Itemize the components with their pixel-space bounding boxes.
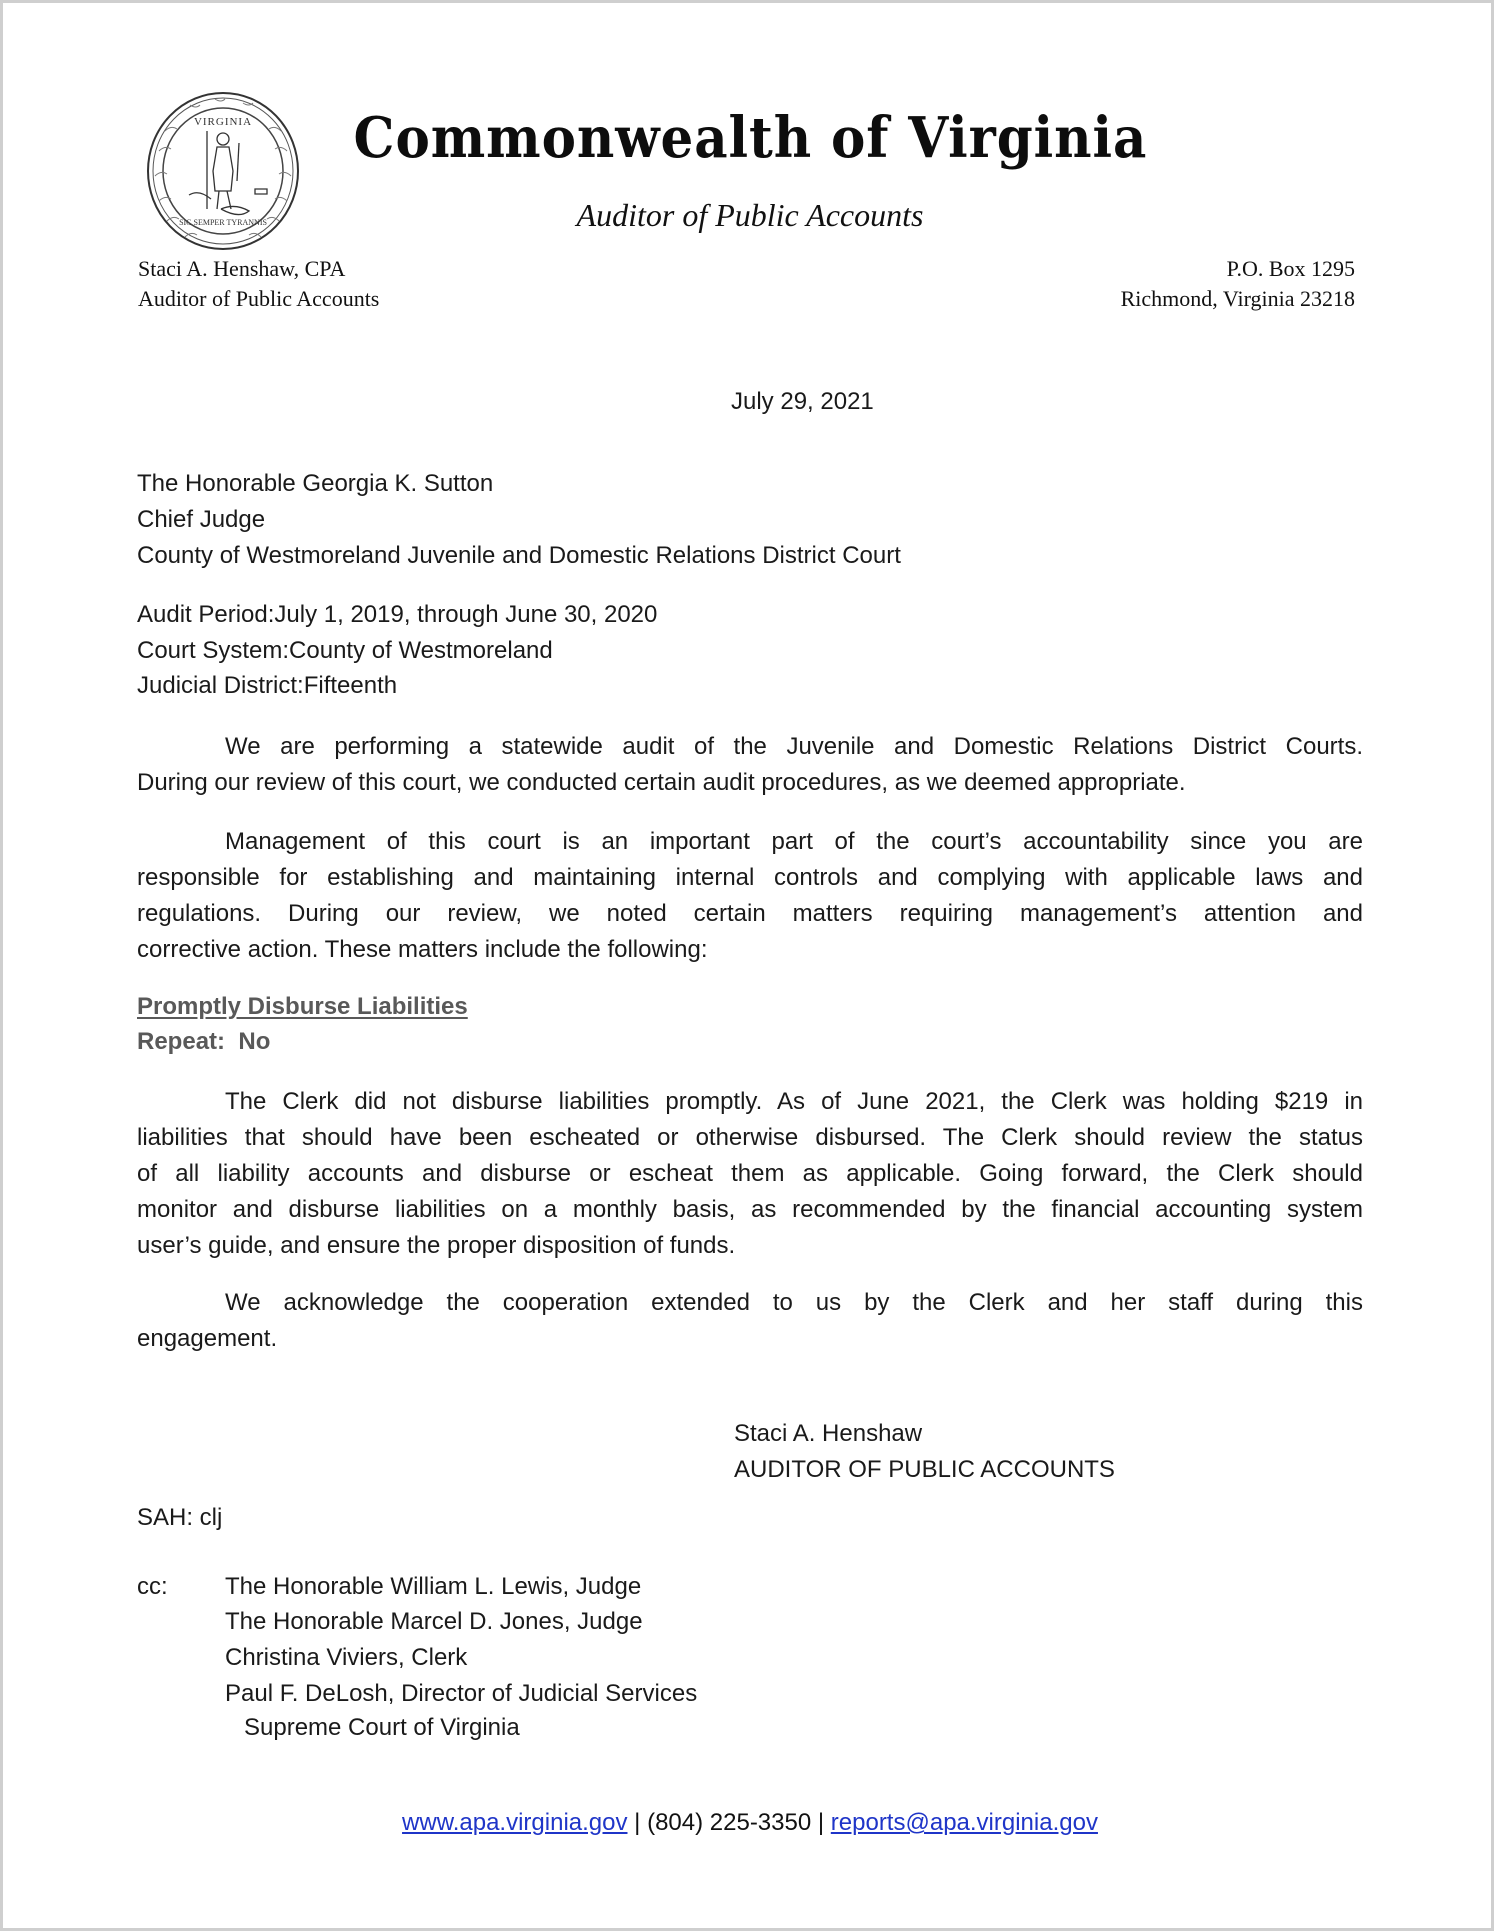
judicial-district-value: Fifteenth [303,672,398,699]
phone-number: (804) 225-3350 [647,1809,812,1836]
letterhead-left [138,254,379,314]
address-line-2: Richmond, Virginia 23218 [1120,286,1355,311]
text-line: engagement. [137,1325,278,1352]
address-line-1: P.O. Box 1295 [1226,256,1355,281]
footer-separator: | [817,1809,825,1836]
audit-period [137,597,657,633]
signature-name: Staci A. Henshaw [734,1420,923,1447]
finding-heading [137,989,468,1025]
text-line: We acknowledge the cooperation extended to us by the Clerk and her staff during this [225,1289,1363,1316]
text-line: of all liability accounts and disburse or escheat them as applicable. Going forward, the Clerk should [137,1160,1363,1187]
auditor-role: Auditor of Public Accounts [138,286,380,311]
cc-recipient: Paul F. DeLosh, Director of Judicial Services [225,1680,698,1707]
text-line: Management of this court is an important part of the court’s accountability since you are [225,828,1363,855]
text-line: user’s guide, and ensure the proper disposition of funds. [137,1232,736,1259]
addressee-name: The Honorable Georgia K. Sutton [137,470,494,497]
text-line: regulations. During our review, we noted certain matters requiring management’s attention and [137,900,1363,927]
footer-contact [3,1809,1494,1837]
text-line: responsible for establishing and maintaining internal controls and complying with applicable laws and [137,864,1363,891]
text-line: monitor and disburse liabilities on a monthly basis, as recommended by the financial accounting system [137,1196,1363,1223]
svg-text:VIRGINIA: VIRGINIA [193,116,253,128]
paragraph-finding [137,1084,1363,1264]
cc-label: cc: [137,1573,168,1600]
text-line: corrective action. These matters include the following: [137,936,708,963]
letterhead-address [1121,254,1355,314]
letterhead-title: Commonwealth of Virginia [353,105,1147,171]
auditor-name: Staci A. Henshaw, CPA [138,256,346,281]
audit-period-label: Audit Period: [137,601,275,628]
text-line: During our review of this court, we conducted certain audit procedures, as we deemed appropriate. [137,769,1186,796]
text-line: liabilities that should have been escheated or otherwise disbursed. The Clerk should review the status [137,1124,1363,1151]
svg-text:SIC SEMPER TYRANNIS: SIC SEMPER TYRANNIS [179,218,267,227]
judicial-district-label: Judicial District: [137,672,304,699]
website-link[interactable]: www.apa.virginia.gov [402,1809,628,1836]
email-link[interactable]: reports@apa.virginia.gov [830,1809,1098,1836]
finding-title: Promptly Disburse Liabilities [137,993,468,1020]
judicial-district [137,668,397,704]
court-system-label: Court System: [137,637,290,664]
text-line: We are performing a statewide audit of the Juvenile and Domestic Relations District Courts. [225,733,1363,760]
audit-period-value: July 1, 2019, through June 30, 2020 [274,601,658,628]
cc-recipient: Christina Viviers, Clerk [225,1644,468,1671]
cc-recipient: The Honorable William L. Lewis, Judge [225,1573,642,1600]
finding-repeat: Repeat: No [137,1028,271,1055]
cc-recipient: Supreme Court of Virginia [244,1714,520,1741]
court-system-value: County of Westmoreland [289,637,553,664]
paragraph-intro [137,729,1363,801]
text-line: The Clerk did not disburse liabilities promptly. As of June 2021, the Clerk was holding $219 in [225,1088,1363,1115]
paragraph-closing [137,1285,1363,1357]
signature-title: AUDITOR OF PUBLIC ACCOUNTS [734,1456,1115,1483]
paragraph-management [137,824,1363,968]
cc-recipient: The Honorable Marcel D. Jones, Judge [225,1608,643,1635]
addressee-court: County of Westmoreland Juvenile and Domestic Relations District Court [137,542,901,569]
typist-initials: SAH: clj [137,1504,223,1531]
letterhead-subtitle: Auditor of Public Accounts [576,197,924,233]
letter-date: July 29, 2021 [731,388,874,415]
footer-separator: | [634,1809,641,1836]
court-system [137,633,553,669]
addressee-title: Chief Judge [137,506,266,533]
